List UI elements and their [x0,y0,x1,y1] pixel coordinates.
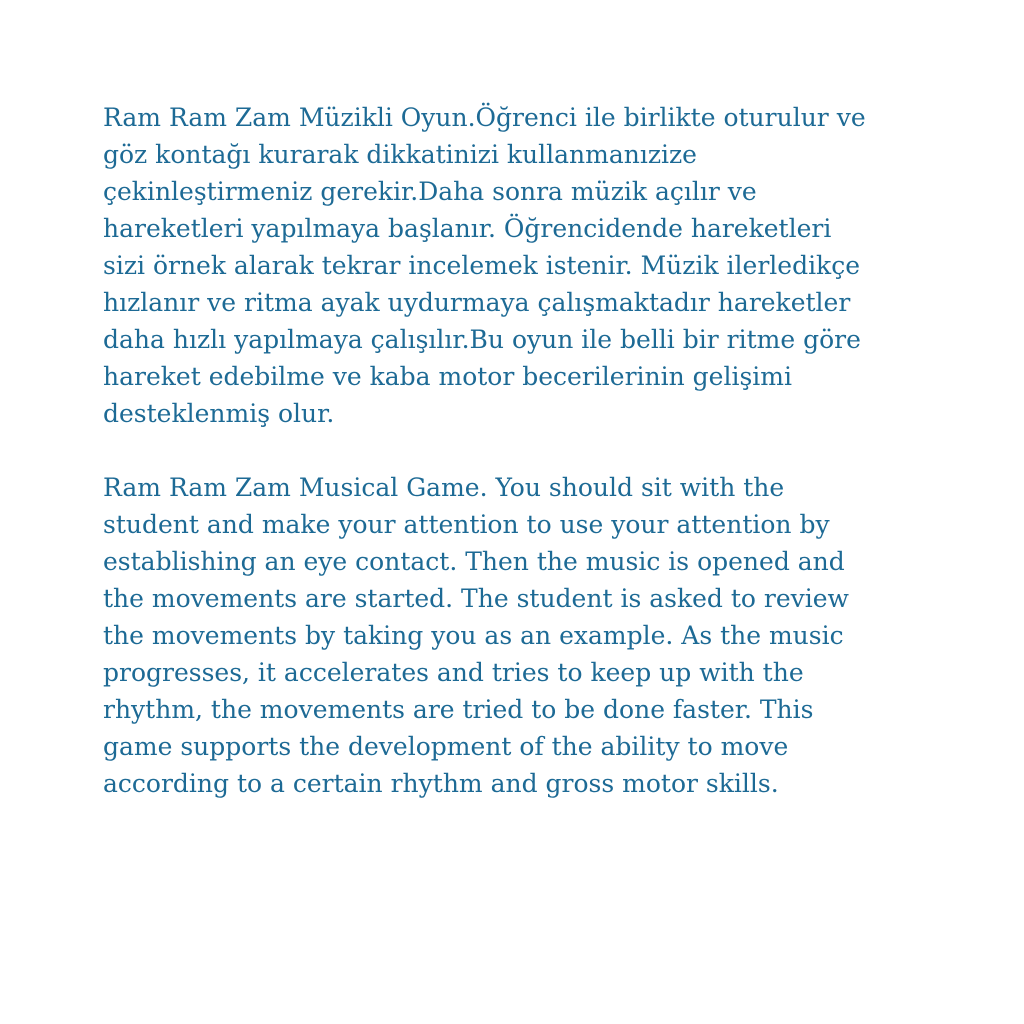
turkish-paragraph: Ram Ram Zam Müzikli Oyun.Öğrenci ile birlikte oturulur ve göz kontağı kurarak dikkatinizi kullanmanızize çekinleştirmeniz gerekir.Daha sonra müzik açılır ve hareketleri yapılmaya başlanır. Öğrencidende hareketleri sizi örnek alarak tekrar incelemek istenir. Müzik ilerledikçe hızlanır ve ritma ayak uydurmaya çalışmaktadır hareketler daha hızlı yapılmaya çalışılır.Bu oyun ile belli bir ritme göre hareket edebilme ve kaba motor becerilerinin gelişimi desteklenmiş olur. [103,103,866,428]
document-body [103,99,933,802]
english-paragraph: Ram Ram Zam Musical Game. You should sit with the student and make your attention to use your attention by establishing an eye contact. Then the music is opened and the movements are started. The student is asked to review the movements by taking you as an example. As the music progresses, it accelerates and tries to keep up with the rhythm, the movements are tried to be done faster. This game supports the development of the ability to move according to a certain rhythm and gross motor skills. [103,473,849,798]
